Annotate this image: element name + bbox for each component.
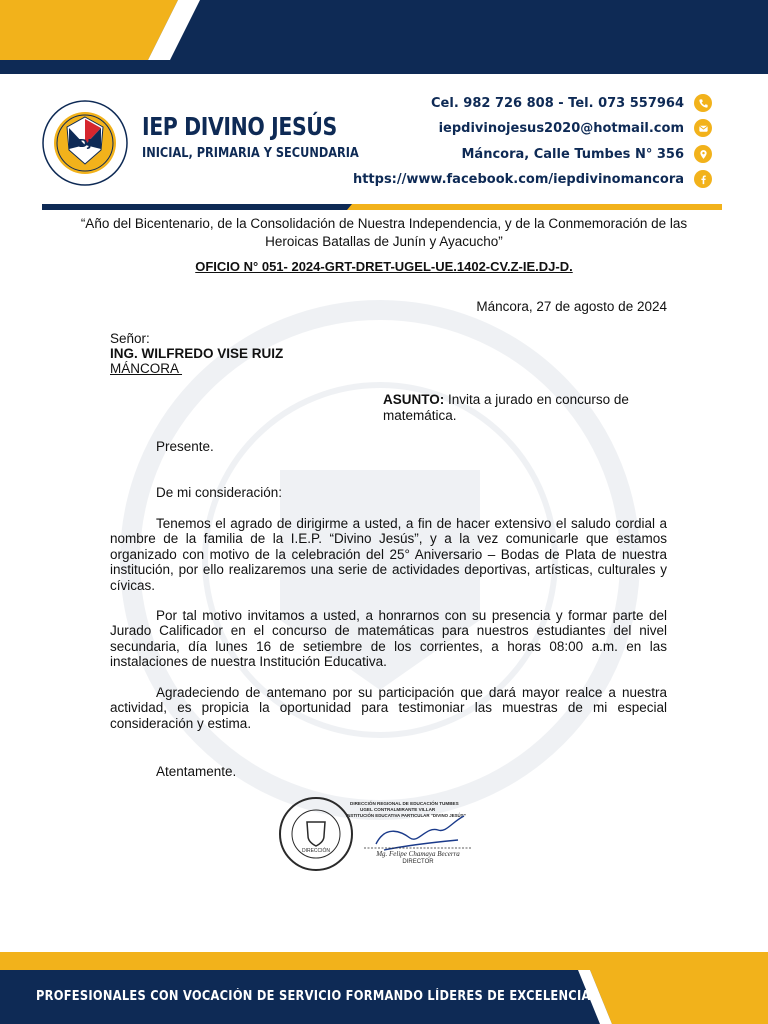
footer-motto: PROFESIONALES CON VOCACIÓN DE SERVICIO FORMANDO LÍDERES DE EXCELENCIA bbox=[36, 989, 591, 1004]
stamp-line-1: DIRECCIÓN REGIONAL DE EDUCACIÓN TUMBES bbox=[350, 801, 459, 806]
contact-email-text[interactable]: iepdivinojesus2020@hotmail.com bbox=[438, 120, 684, 136]
signature-stamp bbox=[276, 788, 486, 874]
school-name: IEP DIVINO JESÚS bbox=[142, 112, 337, 141]
top-banner bbox=[0, 0, 768, 74]
contact-email bbox=[439, 118, 712, 138]
greeting: De mi consideración: bbox=[156, 485, 283, 500]
contact-address bbox=[462, 144, 713, 164]
closing: Atentamente. bbox=[156, 764, 237, 779]
year-motto: “Año del Bicentenario, de la Consolidación de Nuestra Independencia, y de la Conmemoración de las Heroicas Batallas de Junín y Ayacucho” bbox=[80, 216, 688, 249]
school-logo bbox=[42, 100, 128, 186]
header-divider bbox=[42, 204, 722, 210]
signer-title: DIRECTOR bbox=[402, 859, 434, 865]
letter-date: Máncora, 27 de agosto de 2024 bbox=[476, 299, 667, 314]
body-paragraph-3: Agradeciendo de antemano por su participación que dará mayor realce a nuestra actividad, es propicia la oportunidad para testimoniar las muestras de mi especial consideración y estima. bbox=[110, 685, 667, 731]
signer-name: Mg. Felipe Chamaya Becerra bbox=[376, 850, 460, 858]
recipient-city: MÁNCORA bbox=[110, 361, 183, 376]
subject-label: ASUNTO: bbox=[383, 392, 445, 407]
phone-icon bbox=[694, 94, 712, 112]
footer-banner bbox=[0, 952, 768, 1024]
mail-icon bbox=[694, 119, 712, 137]
recipient-block bbox=[110, 331, 283, 376]
location-icon bbox=[694, 145, 712, 163]
oficio-number: OFICIO N° 051- 2024-GRT-DRET-UGEL-UE.1402-CV.Z-IE.DJ-D. bbox=[195, 259, 573, 274]
school-levels: INICIAL, PRIMARIA Y SECUNDARIA bbox=[142, 145, 359, 161]
stamp-line-2: UGEL CONTRALMIRANTE VILLAR bbox=[360, 807, 436, 812]
contact-address-text: Máncora, Calle Tumbes N° 356 bbox=[461, 146, 684, 162]
contact-phone bbox=[431, 93, 712, 113]
presente: Presente. bbox=[156, 439, 214, 454]
logo-letters: DJ bbox=[78, 137, 92, 150]
subject-text: Invita a jurado en concurso de matemática. bbox=[383, 392, 629, 423]
recipient-name: ING. WILFREDO VISE RUIZ bbox=[110, 346, 284, 361]
stamp-line-3: INSTITUCIÓN EDUCATIVA PARTICULAR “DIVINO JESÚS” bbox=[346, 813, 466, 818]
body-paragraph-1: Tenemos el agrado de dirigirme a usted, a fin de hacer extensivo el saludo cordial a nombre de la familia de la I.E.P. “Divino Jesús”, y a la vez comunicarle que estamos organizado con motivo de la celebración del 25° Aniversario – Bodas de Plata de nuestra institución, por ello realizaremos una serie de actividades deportivas, artísticas, culturales y cívicas. bbox=[110, 516, 667, 593]
seal-word: DIRECCIÓN bbox=[301, 848, 331, 854]
contact-phone-text: Cel. 982 726 808 - Tel. 073 557964 bbox=[431, 95, 684, 111]
letterhead bbox=[0, 74, 768, 214]
salutation: Señor: bbox=[110, 331, 150, 346]
contact-facebook-text[interactable]: https://www.facebook.com/iepdivinomancora bbox=[352, 171, 684, 187]
facebook-icon bbox=[694, 170, 712, 188]
body-paragraph-2: Por tal motivo invitamos a usted, a honrarnos con su presencia y formar parte del Jurado Calificador en el concurso de matemáticas para nuestros estudiantes del nivel secundaria, día lunes 16 de setiembre de los corrientes, a horas 08:00 a.m. en las instalaciones de nuestra Institución Educativa. bbox=[110, 608, 667, 670]
subject-block bbox=[383, 392, 673, 423]
contact-facebook bbox=[353, 169, 712, 189]
